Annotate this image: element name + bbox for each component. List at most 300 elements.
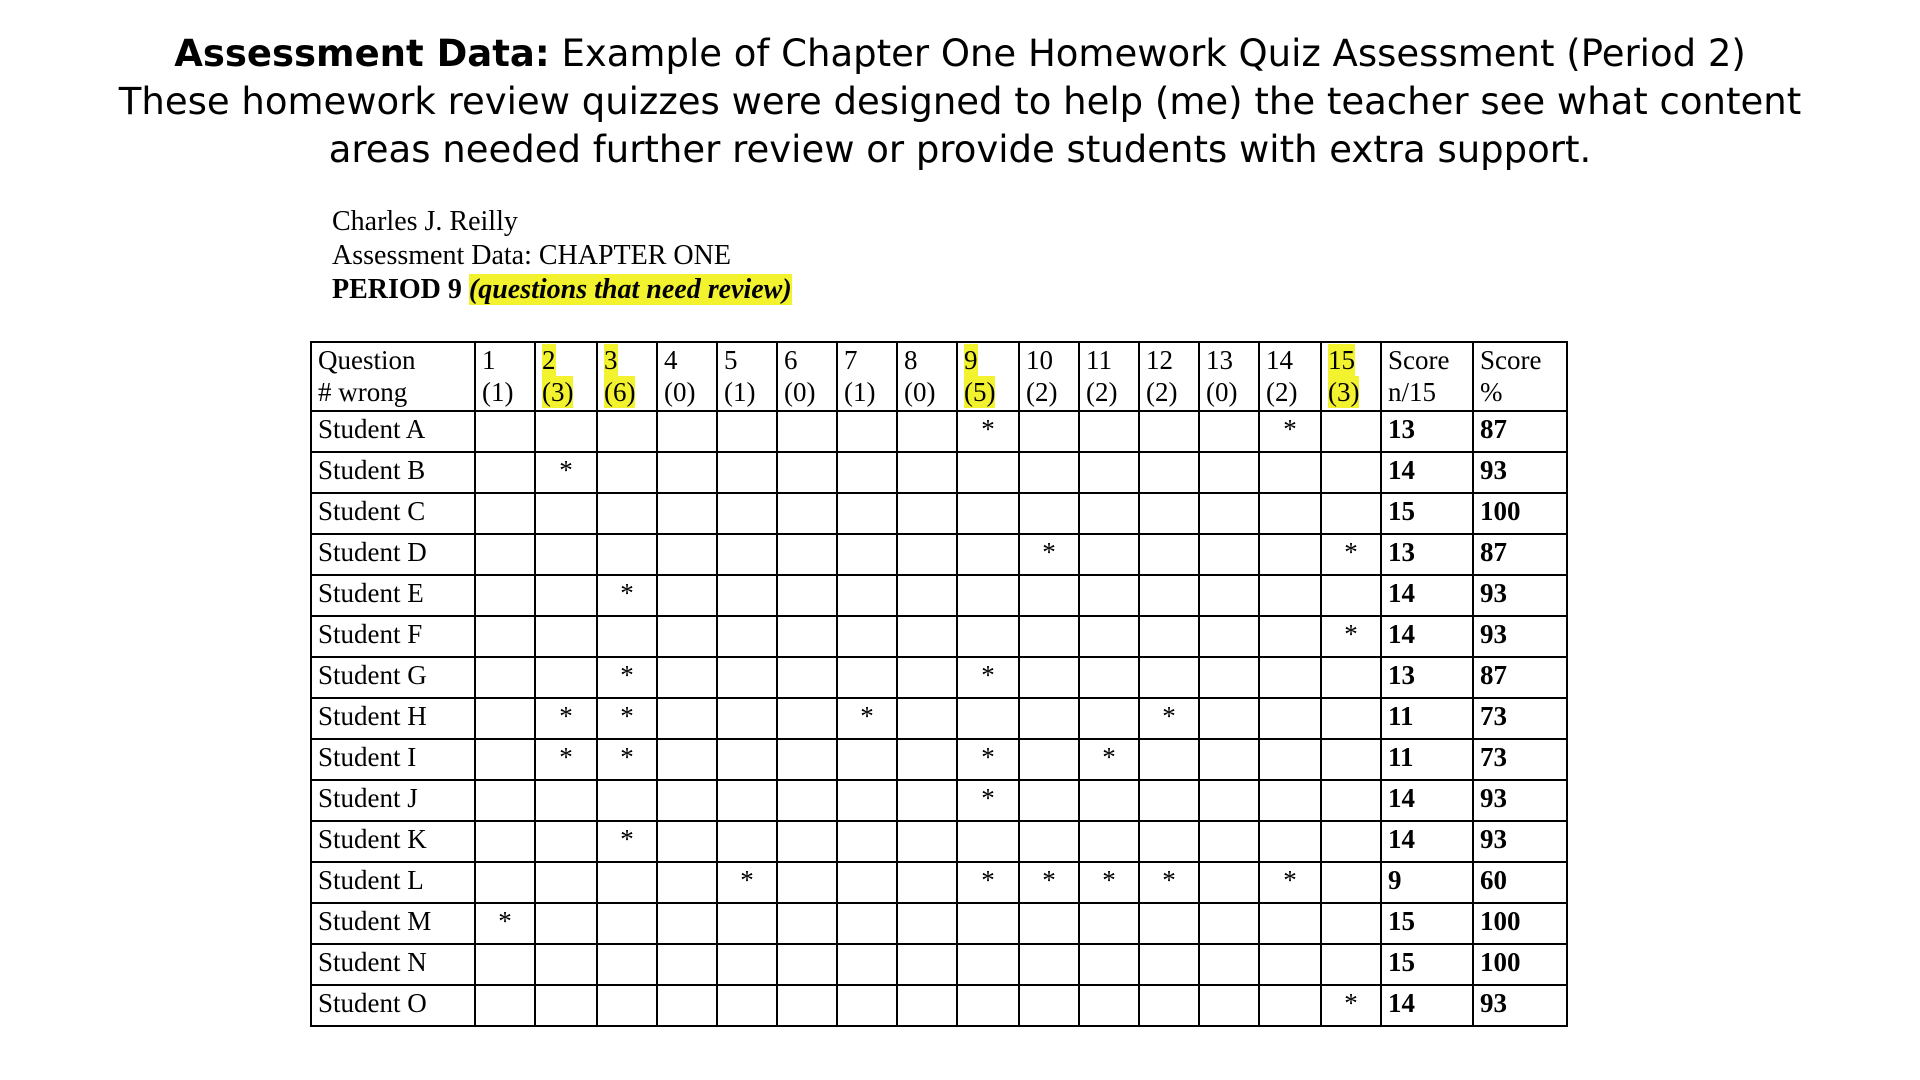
- empty-answer-cell: [717, 657, 777, 698]
- score-count-header-top: Score: [1388, 345, 1450, 375]
- wrong-answer-mark: *: [957, 739, 1019, 780]
- empty-answer-cell: [1079, 944, 1139, 985]
- empty-answer-cell: [1199, 985, 1259, 1026]
- empty-answer-cell: [957, 616, 1019, 657]
- slide-description-line-1: These homework review quizzes were designed to help (me) the teacher see what content: [118, 80, 1802, 123]
- empty-answer-cell: [1259, 985, 1321, 1026]
- empty-answer-cell: [597, 780, 657, 821]
- empty-answer-cell: [1139, 411, 1199, 452]
- table-row: [311, 534, 1567, 575]
- empty-answer-cell: [1321, 903, 1381, 944]
- student-score: 14: [1381, 985, 1473, 1026]
- empty-answer-cell: [1199, 534, 1259, 575]
- empty-answer-cell: [657, 821, 717, 862]
- empty-answer-cell: [535, 493, 597, 534]
- student-score-percent: 100: [1473, 493, 1567, 534]
- empty-answer-cell: [1259, 821, 1321, 862]
- empty-answer-cell: [1321, 452, 1381, 493]
- question-wrong-count: (3): [542, 377, 574, 407]
- wrong-answer-mark: *: [837, 698, 897, 739]
- empty-answer-cell: [475, 944, 535, 985]
- empty-answer-cell: [897, 616, 957, 657]
- table-row: [311, 944, 1567, 985]
- empty-answer-cell: [1199, 493, 1259, 534]
- student-score: 14: [1381, 452, 1473, 493]
- wrong-answer-mark: *: [1321, 616, 1381, 657]
- question-wrong-count: (1): [724, 377, 756, 407]
- wrong-answer-mark: *: [597, 698, 657, 739]
- empty-answer-cell: [657, 944, 717, 985]
- question-14-header: [1259, 342, 1321, 411]
- empty-answer-cell: [717, 821, 777, 862]
- empty-answer-cell: [657, 657, 717, 698]
- empty-answer-cell: [657, 493, 717, 534]
- empty-answer-cell: [475, 616, 535, 657]
- student-score: 11: [1381, 698, 1473, 739]
- question-number: 13: [1206, 345, 1233, 375]
- question-number: 12: [1146, 345, 1173, 375]
- student-score: 13: [1381, 657, 1473, 698]
- empty-answer-cell: [837, 780, 897, 821]
- wrong-answer-mark: *: [957, 862, 1019, 903]
- question-wrong-count: (3): [1328, 377, 1360, 407]
- empty-answer-cell: [1259, 903, 1321, 944]
- empty-answer-cell: [1321, 780, 1381, 821]
- student-name: Student J: [311, 780, 475, 821]
- empty-answer-cell: [777, 534, 837, 575]
- empty-answer-cell: [1199, 452, 1259, 493]
- question-wrong-count: (0): [784, 377, 816, 407]
- empty-answer-cell: [717, 575, 777, 616]
- question-wrong-count: (5): [964, 377, 996, 407]
- student-score-percent: 93: [1473, 616, 1567, 657]
- empty-answer-cell: [1199, 944, 1259, 985]
- empty-answer-cell: [837, 944, 897, 985]
- empty-answer-cell: [1259, 698, 1321, 739]
- empty-answer-cell: [897, 903, 957, 944]
- table-row: [311, 903, 1567, 944]
- empty-answer-cell: [657, 411, 717, 452]
- empty-answer-cell: [1259, 575, 1321, 616]
- empty-answer-cell: [475, 452, 535, 493]
- wrong-answer-mark: *: [475, 903, 535, 944]
- student-score: 9: [1381, 862, 1473, 903]
- question-number: 11: [1086, 345, 1112, 375]
- empty-answer-cell: [1019, 493, 1079, 534]
- wrong-answer-mark: *: [1019, 534, 1079, 575]
- empty-answer-cell: [1199, 739, 1259, 780]
- table-row: [311, 616, 1567, 657]
- empty-answer-cell: [1199, 903, 1259, 944]
- empty-answer-cell: [1199, 780, 1259, 821]
- student-score: 14: [1381, 821, 1473, 862]
- table-row: [311, 985, 1567, 1026]
- table-body: [311, 411, 1567, 1026]
- wrong-answer-mark: *: [1259, 862, 1321, 903]
- empty-answer-cell: [957, 452, 1019, 493]
- empty-answer-cell: [897, 452, 957, 493]
- student-score-percent: 87: [1473, 411, 1567, 452]
- wrong-answer-mark: *: [597, 657, 657, 698]
- question-6-header: [777, 342, 837, 411]
- empty-answer-cell: [657, 903, 717, 944]
- empty-answer-cell: [837, 534, 897, 575]
- student-name: Student N: [311, 944, 475, 985]
- empty-answer-cell: [597, 452, 657, 493]
- empty-answer-cell: [475, 657, 535, 698]
- empty-answer-cell: [777, 616, 837, 657]
- wrong-answer-mark: *: [717, 862, 777, 903]
- question-1-header: [475, 342, 535, 411]
- empty-answer-cell: [475, 493, 535, 534]
- question-number: 7: [844, 345, 858, 375]
- question-number: 4: [664, 345, 678, 375]
- student-score: 14: [1381, 780, 1473, 821]
- question-number: 3: [604, 345, 618, 375]
- empty-answer-cell: [897, 493, 957, 534]
- empty-answer-cell: [777, 698, 837, 739]
- wrong-answer-mark: *: [1321, 534, 1381, 575]
- table-row: [311, 452, 1567, 493]
- empty-answer-cell: [1019, 575, 1079, 616]
- slide-title: [0, 30, 1920, 174]
- empty-answer-cell: [1019, 657, 1079, 698]
- student-name: Student B: [311, 452, 475, 493]
- empty-answer-cell: [717, 739, 777, 780]
- empty-answer-cell: [597, 493, 657, 534]
- question-8-header: [897, 342, 957, 411]
- student-name: Student H: [311, 698, 475, 739]
- score-count-header-bottom: n/15: [1388, 377, 1437, 407]
- student-score-percent: 73: [1473, 739, 1567, 780]
- empty-answer-cell: [535, 985, 597, 1026]
- score-percent-header-top: Score: [1480, 345, 1542, 375]
- empty-answer-cell: [1139, 575, 1199, 616]
- question-wrong-count: (6): [604, 377, 636, 407]
- question-wrong-count: (1): [844, 377, 876, 407]
- student-name: Student M: [311, 903, 475, 944]
- question-wrong-count: (1): [482, 377, 514, 407]
- question-header-cell: [311, 342, 475, 411]
- empty-answer-cell: [1019, 739, 1079, 780]
- empty-answer-cell: [957, 698, 1019, 739]
- table-row: [311, 575, 1567, 616]
- question-wrong-count: (2): [1146, 377, 1178, 407]
- question-7-header: [837, 342, 897, 411]
- student-score: 15: [1381, 944, 1473, 985]
- empty-answer-cell: [1079, 698, 1139, 739]
- empty-answer-cell: [535, 780, 597, 821]
- empty-answer-cell: [1259, 534, 1321, 575]
- wrong-answer-mark: *: [1079, 739, 1139, 780]
- slide-title-lead: Assessment Data:: [174, 32, 550, 75]
- empty-answer-cell: [777, 944, 837, 985]
- empty-answer-cell: [1199, 575, 1259, 616]
- empty-answer-cell: [1019, 821, 1079, 862]
- student-score: 15: [1381, 493, 1473, 534]
- empty-answer-cell: [657, 616, 717, 657]
- score-percent-header-bottom: %: [1480, 377, 1503, 407]
- question-5-header: [717, 342, 777, 411]
- question-15-header: [1321, 342, 1381, 411]
- empty-answer-cell: [535, 862, 597, 903]
- empty-answer-cell: [1139, 821, 1199, 862]
- empty-answer-cell: [657, 575, 717, 616]
- empty-answer-cell: [1019, 903, 1079, 944]
- question-number: 1: [482, 345, 496, 375]
- empty-answer-cell: [1259, 944, 1321, 985]
- empty-answer-cell: [717, 903, 777, 944]
- empty-answer-cell: [475, 985, 535, 1026]
- slide-description-line-2: areas needed further review or provide students with extra support.: [328, 128, 1592, 171]
- empty-answer-cell: [1079, 616, 1139, 657]
- question-wrong-count: (0): [904, 377, 936, 407]
- empty-answer-cell: [1199, 657, 1259, 698]
- empty-answer-cell: [837, 657, 897, 698]
- question-wrong-count: (0): [664, 377, 696, 407]
- student-score: 14: [1381, 616, 1473, 657]
- question-header-label: Question: [318, 345, 416, 375]
- empty-answer-cell: [1199, 821, 1259, 862]
- empty-answer-cell: [657, 780, 717, 821]
- table-row: [311, 780, 1567, 821]
- assessment-table: [310, 341, 1568, 1027]
- empty-answer-cell: [475, 821, 535, 862]
- wrong-answer-mark: *: [1259, 411, 1321, 452]
- question-number: 10: [1026, 345, 1053, 375]
- wrong-answer-mark: *: [1139, 698, 1199, 739]
- wrong-answer-mark: *: [957, 411, 1019, 452]
- question-12-header: [1139, 342, 1199, 411]
- empty-answer-cell: [897, 944, 957, 985]
- table-row: [311, 862, 1567, 903]
- empty-answer-cell: [535, 411, 597, 452]
- student-name: Student I: [311, 739, 475, 780]
- empty-answer-cell: [535, 821, 597, 862]
- empty-answer-cell: [1139, 493, 1199, 534]
- student-score-percent: 60: [1473, 862, 1567, 903]
- empty-answer-cell: [777, 903, 837, 944]
- question-wrong-count: (2): [1266, 377, 1298, 407]
- empty-answer-cell: [777, 985, 837, 1026]
- empty-answer-cell: [535, 534, 597, 575]
- empty-answer-cell: [475, 534, 535, 575]
- student-name: Student O: [311, 985, 475, 1026]
- empty-answer-cell: [897, 698, 957, 739]
- empty-answer-cell: [717, 493, 777, 534]
- empty-answer-cell: [475, 780, 535, 821]
- question-13-header: [1199, 342, 1259, 411]
- student-score-percent: 87: [1473, 534, 1567, 575]
- question-9-header: [957, 342, 1019, 411]
- empty-answer-cell: [1139, 657, 1199, 698]
- wrong-answer-mark: *: [535, 452, 597, 493]
- student-score: 13: [1381, 411, 1473, 452]
- empty-answer-cell: [837, 411, 897, 452]
- empty-answer-cell: [1079, 411, 1139, 452]
- student-score-percent: 100: [1473, 903, 1567, 944]
- empty-answer-cell: [1079, 780, 1139, 821]
- empty-answer-cell: [957, 903, 1019, 944]
- question-number: 8: [904, 345, 918, 375]
- empty-answer-cell: [597, 985, 657, 1026]
- empty-answer-cell: [777, 821, 837, 862]
- empty-answer-cell: [1199, 862, 1259, 903]
- empty-answer-cell: [1139, 452, 1199, 493]
- wrong-answer-mark: *: [1321, 985, 1381, 1026]
- empty-answer-cell: [957, 575, 1019, 616]
- empty-answer-cell: [475, 411, 535, 452]
- student-name: Student L: [311, 862, 475, 903]
- empty-answer-cell: [657, 862, 717, 903]
- empty-answer-cell: [1139, 985, 1199, 1026]
- student-score-percent: 93: [1473, 452, 1567, 493]
- empty-answer-cell: [1019, 985, 1079, 1026]
- empty-answer-cell: [657, 698, 717, 739]
- empty-answer-cell: [837, 903, 897, 944]
- empty-answer-cell: [1019, 452, 1079, 493]
- empty-answer-cell: [1321, 821, 1381, 862]
- question-3-header: [597, 342, 657, 411]
- empty-answer-cell: [1259, 739, 1321, 780]
- score-count-header: [1381, 342, 1473, 411]
- wrong-answer-mark: *: [597, 739, 657, 780]
- table-header-row: [311, 342, 1567, 411]
- empty-answer-cell: [717, 534, 777, 575]
- empty-answer-cell: [1019, 698, 1079, 739]
- student-score: 13: [1381, 534, 1473, 575]
- period-line: [332, 273, 792, 307]
- empty-answer-cell: [897, 657, 957, 698]
- empty-answer-cell: [1139, 780, 1199, 821]
- empty-answer-cell: [717, 411, 777, 452]
- empty-answer-cell: [777, 739, 837, 780]
- question-number: 2: [542, 345, 556, 375]
- empty-answer-cell: [897, 821, 957, 862]
- wrong-answer-mark: *: [1139, 862, 1199, 903]
- empty-answer-cell: [535, 575, 597, 616]
- empty-answer-cell: [657, 534, 717, 575]
- student-score-percent: 73: [1473, 698, 1567, 739]
- empty-answer-cell: [717, 452, 777, 493]
- empty-answer-cell: [657, 452, 717, 493]
- empty-answer-cell: [1321, 739, 1381, 780]
- empty-answer-cell: [1139, 534, 1199, 575]
- empty-answer-cell: [777, 657, 837, 698]
- empty-answer-cell: [1139, 739, 1199, 780]
- student-score-percent: 93: [1473, 821, 1567, 862]
- empty-answer-cell: [597, 862, 657, 903]
- empty-answer-cell: [1079, 534, 1139, 575]
- empty-answer-cell: [535, 657, 597, 698]
- table-row: [311, 739, 1567, 780]
- empty-answer-cell: [657, 985, 717, 1026]
- wrong-answer-mark: *: [597, 821, 657, 862]
- question-10-header: [1019, 342, 1079, 411]
- table-row: [311, 411, 1567, 452]
- empty-answer-cell: [1321, 575, 1381, 616]
- empty-answer-cell: [1019, 616, 1079, 657]
- empty-answer-cell: [777, 452, 837, 493]
- empty-answer-cell: [957, 985, 1019, 1026]
- empty-answer-cell: [777, 411, 837, 452]
- empty-answer-cell: [777, 862, 837, 903]
- student-name: Student A: [311, 411, 475, 452]
- empty-answer-cell: [1259, 452, 1321, 493]
- question-number: 15: [1328, 345, 1355, 375]
- document-header: [332, 205, 792, 307]
- empty-answer-cell: [837, 493, 897, 534]
- student-score: 14: [1381, 575, 1473, 616]
- empty-answer-cell: [597, 411, 657, 452]
- student-name: Student E: [311, 575, 475, 616]
- empty-answer-cell: [957, 493, 1019, 534]
- wrong-answer-mark: *: [957, 657, 1019, 698]
- empty-answer-cell: [535, 903, 597, 944]
- empty-answer-cell: [777, 575, 837, 616]
- empty-answer-cell: [837, 739, 897, 780]
- student-name: Student F: [311, 616, 475, 657]
- empty-answer-cell: [717, 698, 777, 739]
- wrong-answer-mark: *: [597, 575, 657, 616]
- empty-answer-cell: [717, 616, 777, 657]
- empty-answer-cell: [957, 944, 1019, 985]
- empty-answer-cell: [597, 616, 657, 657]
- empty-answer-cell: [1019, 944, 1079, 985]
- student-score-percent: 93: [1473, 985, 1567, 1026]
- empty-answer-cell: [837, 575, 897, 616]
- empty-answer-cell: [535, 616, 597, 657]
- empty-answer-cell: [897, 575, 957, 616]
- question-4-header: [657, 342, 717, 411]
- slide-title-rest: Example of Chapter One Homework Quiz Assessment (Period 2): [549, 32, 1746, 75]
- empty-answer-cell: [1259, 616, 1321, 657]
- student-score-percent: 100: [1473, 944, 1567, 985]
- empty-answer-cell: [1259, 493, 1321, 534]
- empty-answer-cell: [897, 985, 957, 1026]
- empty-answer-cell: [597, 944, 657, 985]
- empty-answer-cell: [957, 534, 1019, 575]
- empty-answer-cell: [475, 739, 535, 780]
- empty-answer-cell: [717, 944, 777, 985]
- empty-answer-cell: [777, 780, 837, 821]
- empty-answer-cell: [1321, 862, 1381, 903]
- empty-answer-cell: [1079, 985, 1139, 1026]
- empty-answer-cell: [1259, 780, 1321, 821]
- author-name: Charles J. Reilly: [332, 206, 518, 237]
- empty-answer-cell: [1079, 575, 1139, 616]
- empty-answer-cell: [475, 698, 535, 739]
- empty-answer-cell: [657, 739, 717, 780]
- student-score-percent: 93: [1473, 575, 1567, 616]
- student-name: Student C: [311, 493, 475, 534]
- table-row: [311, 657, 1567, 698]
- empty-answer-cell: [1019, 411, 1079, 452]
- empty-answer-cell: [597, 534, 657, 575]
- empty-answer-cell: [1139, 944, 1199, 985]
- empty-answer-cell: [1079, 657, 1139, 698]
- empty-answer-cell: [837, 985, 897, 1026]
- empty-answer-cell: [837, 452, 897, 493]
- wrong-answer-mark: *: [957, 780, 1019, 821]
- table-row: [311, 821, 1567, 862]
- slide-title-line-1: [0, 30, 1920, 78]
- student-name: Student D: [311, 534, 475, 575]
- question-11-header: [1079, 342, 1139, 411]
- score-percent-header: [1473, 342, 1567, 411]
- empty-answer-cell: [1139, 616, 1199, 657]
- review-note: (questions that need review): [468, 274, 792, 305]
